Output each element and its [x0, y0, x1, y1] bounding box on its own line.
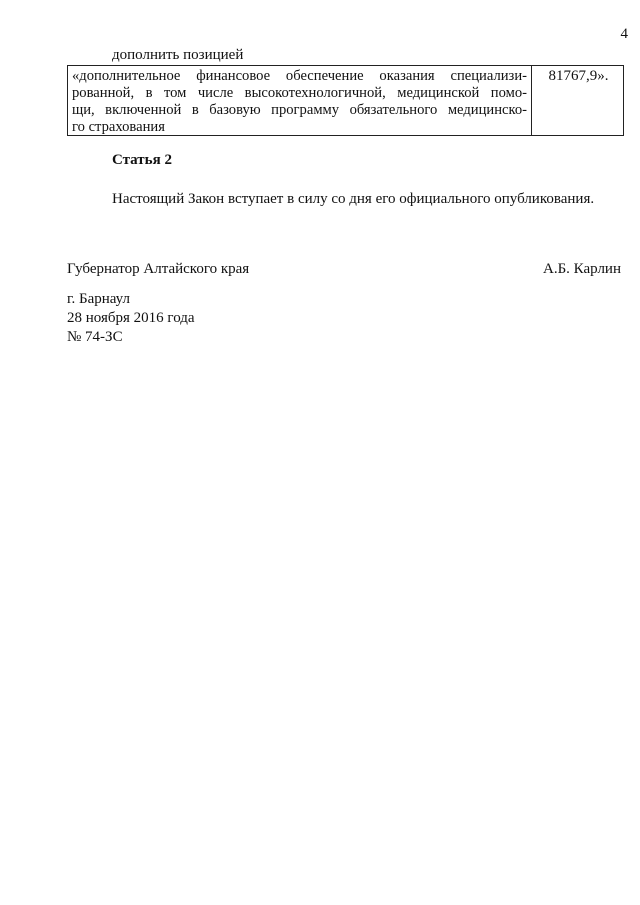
amendment-text-cell: [68, 66, 532, 135]
amendment-text-line: «дополнительное финансовое обеспечение оказания специализи-: [72, 68, 527, 84]
page-number: 4: [620, 26, 628, 42]
amendment-table: [67, 65, 624, 136]
intro-line: дополнить позицией: [112, 47, 244, 63]
amendment-value-cell: 81767,9».: [548, 68, 609, 84]
city: г. Барнаул: [67, 291, 130, 307]
signatory-position: Губернатор Алтайского края: [67, 261, 250, 277]
law-date: 28 ноября 2016 года: [67, 310, 195, 326]
amendment-text-line: го страхования: [72, 119, 165, 135]
signatory-name: А.Б. Карлин: [542, 261, 621, 277]
article-body: Настоящий Закон вступает в силу со дня его официального опубликования.: [112, 191, 595, 207]
amendment-text-line: рованной, в том числе высокотехнологичной, медицинской помо-: [72, 85, 527, 101]
place-date-block: [67, 290, 195, 347]
law-number: № 74-ЗС: [67, 329, 123, 345]
article-title: Статья 2: [112, 152, 172, 168]
amendment-text-line: щи, включенной в базовую программу обязательного медицинско-: [72, 102, 527, 118]
